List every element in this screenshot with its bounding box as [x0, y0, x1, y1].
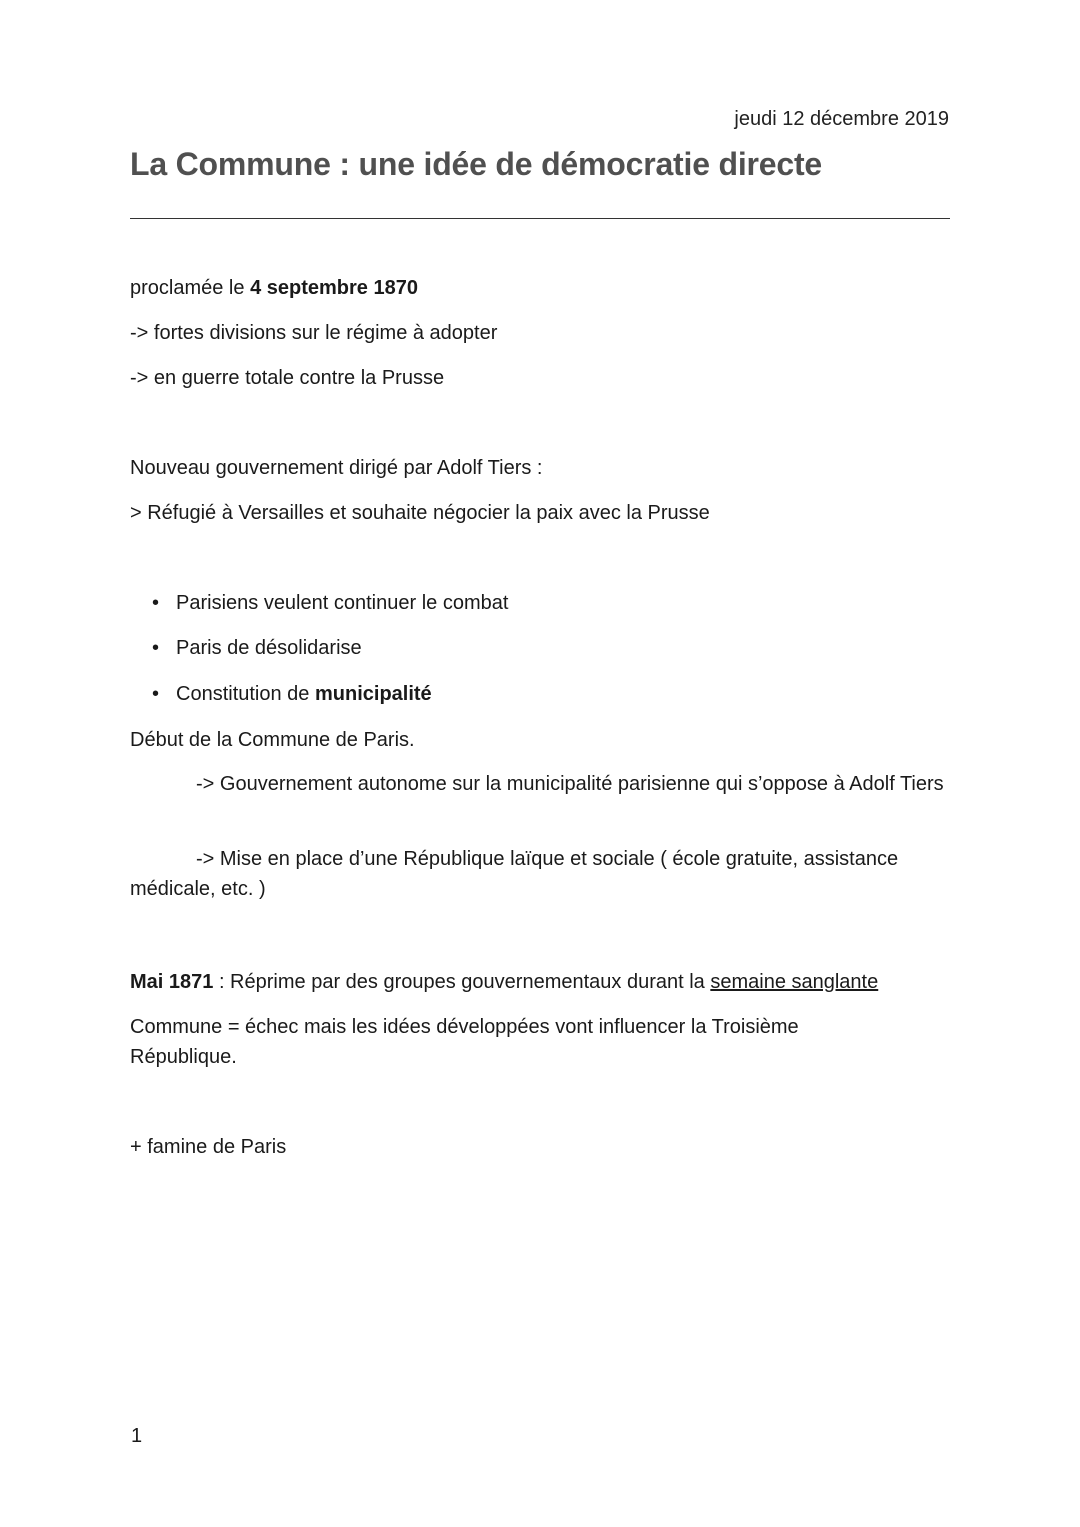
bullet-icon: • — [152, 592, 160, 614]
paragraph-republic: -> Mise en place d’une République laïque et sociale ( école gratuite, assistance médicale, etc. ) — [130, 848, 899, 900]
paragraph-war: -> en guerre totale contre la Prusse — [130, 367, 445, 389]
paragraph-failure: Commune = échec mais les idées développées vont influencer la Troisième République. — [130, 1016, 799, 1068]
paragraph-proclamation: proclamée le 4 septembre 1870 — [130, 277, 418, 299]
list-item: • Parisiens veulent continuer le combat — [152, 592, 509, 614]
title-divider — [130, 218, 950, 219]
paragraph-government: Nouveau gouvernement dirigé par Adolf Tiers : — [130, 457, 543, 479]
paragraph-may-1871: Mai 1871 : Réprime par des groupes gouvernementaux durant la semaine sanglante — [130, 971, 879, 993]
paragraph-autonomous: -> Gouvernement autonome sur la municipalité parisienne qui s’oppose à Adolf Tiers — [196, 773, 944, 795]
document-title: La Commune : une idée de démocratie directe — [130, 146, 823, 182]
list-item: • Paris de désolidarise — [152, 637, 362, 659]
paragraph-divisions: -> fortes divisions sur le régime à adopter — [130, 322, 498, 344]
bullet-icon: • — [152, 683, 160, 705]
bullet-icon: • — [152, 637, 160, 659]
paragraph-versailles: > Réfugié à Versailles et souhaite négocier la paix avec la Prusse — [130, 502, 710, 524]
paragraph-commune-start: Début de la Commune de Paris. — [130, 729, 415, 751]
page-number: 1 — [131, 1425, 143, 1447]
document-date: jeudi 12 décembre 2019 — [734, 108, 949, 130]
paragraph-famine: + famine de Paris — [130, 1136, 287, 1158]
list-item: • Constitution de municipalité — [152, 683, 432, 705]
bloody-week-link: semaine sanglante — [710, 971, 879, 993]
proclamation-date: 4 septembre 1870 — [250, 277, 418, 299]
